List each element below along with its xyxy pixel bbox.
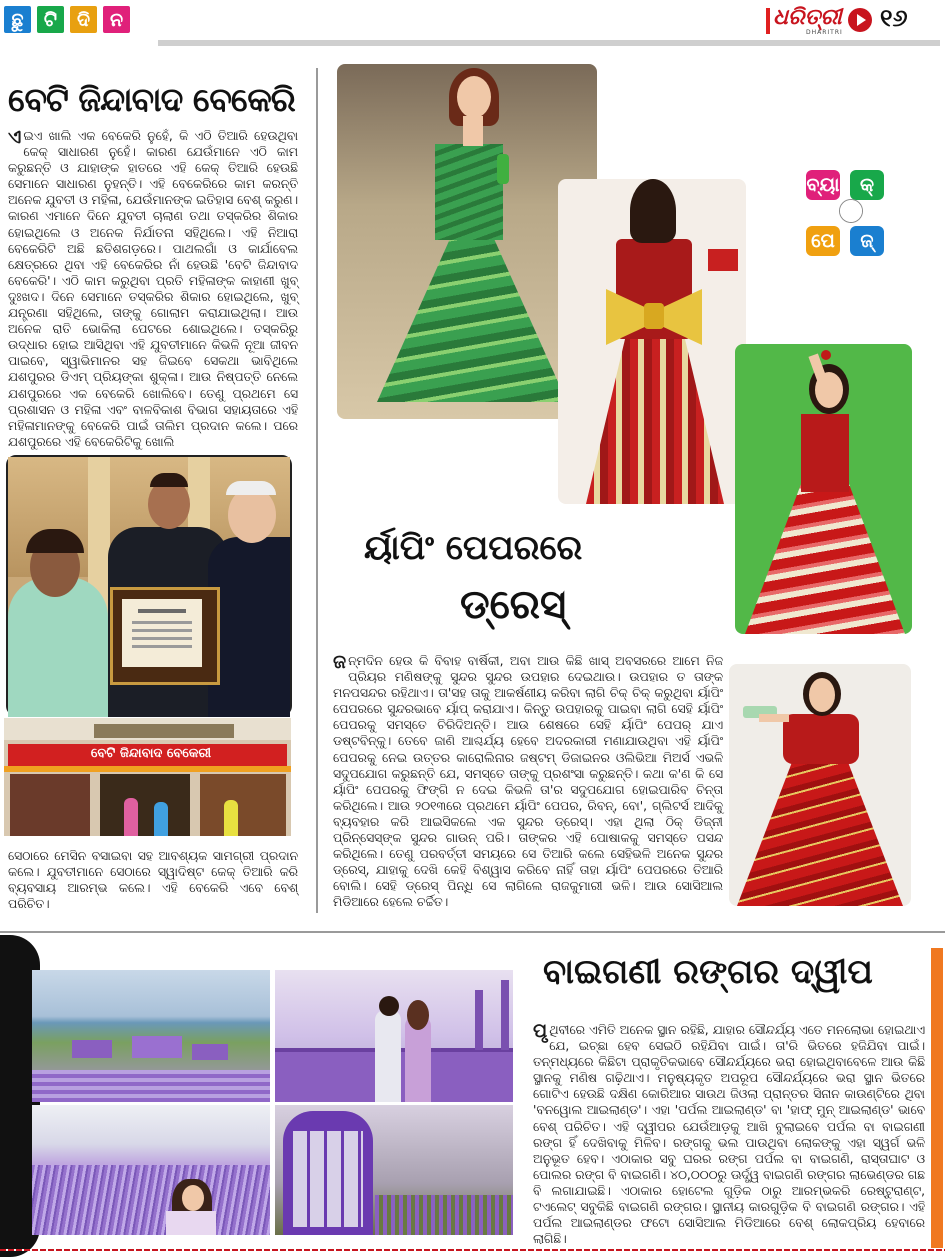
drop-cap: ପୃ [533,1020,548,1042]
orange-side-bar [931,948,943,1248]
section-tile: ଟି [37,6,64,33]
column-divider [316,68,318,913]
green-bg-dress-photo [735,344,912,634]
page-number: ୧୬ [880,4,908,32]
section-badge: ବ୍ୟା କ୍ ପେ ଜ୍ [806,170,890,264]
section-tile: ଛୁ [4,6,31,33]
purple-village-photo [32,970,270,1102]
section-tile: ନ [103,6,130,33]
shop-sign: ବେଟି ଜିନ୍ଦାବାଦ ବେକେରୀ [90,746,212,761]
award-photo [6,455,292,716]
bakery-body-continued: ସେଠାରେ ମେସିନ ବସାଇବା ସହ ଆବଶ୍ୟକ ସାମଗ୍ରୀ ପ୍ରଦାନ କଲେ। ଯୁବତୀମାନେ ସେଠାରେ ସ୍ୱାଦିଷ୍ଟ କେକ୍ ତିଆରି କରି ବ୍ୟବସାୟ ଆରମ୍ଭ କଲେ। ଏହି ବେକେରି ଏବେ ବେଶ୍ ପରିଚିତ। [8,849,298,912]
purple-bridge-couple-photo [275,970,513,1102]
dress-headline-line2: ଡ୍ରେସ୍ [460,582,567,628]
play-icon [848,8,872,32]
bottom-rule [0,1249,945,1251]
gold-bow-dress-photo [558,179,746,504]
island-headline: ବାଇଗଣୀ ରଙ୍ଗର ଦ୍ୱୀପ [543,952,873,992]
bakery-body-text: ଇଏ ଖାଲି ଏକ ବେକେରି ନୁହେଁ, କି ଏଠି ତିଆରି ହେଉଥିବା କେକ୍ ସାଧାରଣ ନୁହେଁ। କାରଣ ଯେଉଁମାନେ ଏଠି କାମ କରୁଛନ୍ତି ଓ ଯାହାଙ୍କ ହାତରେ ଏହି କେକ୍ ତିଆରି ହେଉଛି ସେମାନେ ସାଧାରଣ ନୁହନ୍ତି। ଏହି ବେକେରିରେ କାମ କରନ୍ତି ଅନେକ ଯୁବତୀ ଓ ମହିଳା, ଯେଉଁମାନଙ୍କ ଇତିହାସ ବେଶ୍ କରୁଣ। କାରଣ ଏମାନେ ଦିନେ ଯୁବତୀ ଚାଲାଣ ତଥା ତସ୍କରିର ଶିକାର ହୋଇଥିଲେ ଓ ଅନେକ ନିର୍ଯାତନା ସହିଥିଲେ। ଏହି ନିଆରା ବେକେରିଟି ଅଛି ଛତିଶଗଡ଼ରେ। ପାଥଲଗାଁ ଓ କାର୍ଯାବେଲ କ୍ଷେତ୍ରରେ ଥିବା ଏହି ବେକେରିର ନାଁ ହେଉଛି 'ବେଟି ଜିନ୍ଦାବାଦ ବେକେରି'। ଏଠି କାମ କରୁଥିବା ପ୍ରତି ମହିଳାଙ୍କ କାହାଣୀ ଖୁବ୍ ଦୁଃଖଦ। ଦିନେ ସେମାନେ ତସ୍କରିର ଶିକାର ହୋଇଥିଲେ, ଖୁବ୍ ଯନ୍ତ୍ରଣା ସହିଥିଲେ, ତାଙ୍କୁ ଗୋଲାମ କରାଯାଇଥିଲା। ଆଉ ଅନେକ ରାତି ଭୋକିଲା ପେଟରେ ଶୋଇଥିଲେ। ତସ୍କରିରୁ ଉଦ୍ଧାର ହୋଇ ଆସିଥିବା ଏହି ଯୁବତୀମାନେ କିଭଳି ନୂଆ ଜୀବନ ପାଇବେ, ସ୍ୱାଭିମାନର ସହ ଜିଇବେ ସେକଥା ଭାବିଥିଲେ ଯଶପୁରର ଡିଏମ୍ ପ୍ରିୟଙ୍କା ଶୁକ୍ଳା। ଆଉ ନିଷ୍ପତ୍ତି ନେଲେ ଯଶପୁରରେ ଏକ ବେକେରି ଖୋଲିବେ। ତେଣୁ ପ୍ରଥମେ ସେ ପ୍ରଶାସନ ଓ ମହିଳା ଏବଂ ବାଳବିକାଶ ବିଭାଗ ସହାୟତାରେ ଏହି ମହିଳାମାନଙ୍କୁ ବେକେରି ପାଇଁ ତାଲିମ ପ୍ରଦାନ କଲେ। ପରେ ଯଶପୁରରେ ଏହି ବେକେରିଟିକୁ ଖୋଲି [8,129,298,449]
header-pipe [766,8,770,34]
purple-phone-booth-photo [275,1105,513,1235]
island-body [533,1020,925,1247]
header-rule [158,40,940,46]
dress-headline-line1: ର୍ୟାପିଂ ପେପରରେ [364,528,583,568]
badge-circle-icon [840,200,862,222]
bakery-headline: ବେଟି ଜିନ୍ଦାବାଦ ବେକେରି [8,80,295,119]
newspaper-logo: ଧରିତ୍ରୀ [773,4,842,30]
bakery-shop-photo [4,718,291,836]
red-dress-photo [729,664,911,906]
section-rule [0,931,945,933]
bakery-body [8,128,298,451]
newspaper-logo-sub: DHARITRI [806,29,843,36]
dress-body-text: ନ୍ମଦିନ ହେଉ କି ବିବାହ ବାର୍ଷିକୀ, ଅବା ଆଉ କିଛି ଖାସ୍ ଅବସରରେ ଆମେ ନିଜ ପ୍ରିୟର ମଣିଷଙ୍କୁ ସୁନ୍ଦର ସୁନ୍ଦର ଉପହାର ଦେଇଥାଉ। ଉପହାର ତ ତାଙ୍କ ମନପସନ୍ଦର ରହିଥାଏ। ତା'ସହ ତାକୁ ଆକର୍ଷଣୀୟ କରିବା ଲାଗି ଚିକ୍ ଚିକ୍ କରୁଥିବା ର୍ୟାପିଂ ପେପରରେ ସୁନ୍ଦରଭାବେ ର୍ୟାପ୍ କରାଯାଏ। କିନ୍ତୁ ଉପହାରକୁ ପାଇବା ଲାଗି ସେହି ର୍ୟାପିଂ ପେପରକୁ ସମସ୍ତେ ଚିରିଦିଅନ୍ତି। ଆଉ ଶେଷରେ ସେହି ର୍ୟାପିଂ ପେପର୍ ଯାଏ ଡଷ୍ଟବିନ୍‌କୁ। ତେବେ ଜାଣି ଆଶ୍ଚର୍ଯ୍ୟ ହେବେ ଅଦରକାରୀ ମଣାଯାଉଥିବା ଏହି ର୍ୟାପିଂ ପେପରକୁ ନେଇ ଉତ୍ତର କାରୋଲିନାର ଜଷ୍ଟମ୍ ଡିଜାଇନର ଓଲିଭିଆ ମିଅର୍ସ ଏଭଳି ସଦୁପଯୋଗ କରୁଛନ୍ତି ଯେ, ସମସ୍ତେ ତାଙ୍କୁ ପ୍ରଶଂସା କରୁଛନ୍ତି। କଥା କ'ଣ କି ସେ ର୍ୟାପିଂ ପେପରକୁ ଫିଙ୍ଗି ନ ଦେଇ କିଭଳି ତା'ର ସଦୁପଯୋଗ ହୋଇପାରିବ ଚିନ୍ତା କରିଥିଲେ। ଆଉ ୨୦୧୩ରେ ପ୍ରଥମେ ର୍ୟାପିଂ ପେପର, ରିବନ୍, ବୋ', ଗ୍ଲିଟର୍ସ ଆଦିକୁ ବ୍ୟବହାର କରି ଆଇସିକଲେ ଏକ ସୁନ୍ଦର ଡ୍ରେସ୍। ଏହା ଥିଲା ଠିକ୍ ଡିଜ୍ନୀ ପ୍ରିନ୍ସେସ୍ଙ୍କ ସୁନ୍ଦର ଗାଉନ୍ ପରି। ତାଙ୍କର ଏହି ପୋଷାକକୁ ସମସ୍ତେ ପସନ୍ଦ କରିଥିଲେ। ତେଣୁ ପରବର୍ତ୍ତୀ ସମୟରେ ସେ ତିଆରି କଲେ ସେହିଭଳି ଅନେକ ସୁନ୍ଦର ଡ୍ରେସ୍, ଯାହାକୁ ଦେଖି କେହି ବିଶ୍ୱାସ କରିବେ ନାହିଁ ତାହା ର୍ୟାପିଂ ପେପରରେ ତିଆରି ବୋଲି। ସେହି ଡ୍ରେସ୍ ପିନ୍ଧି ସେ ଲାଗିଲେ ରାଜକୁମାରୀ ଭଳି। ଆଉ ସୋସିଆଲ ମିଡିଆରେ ହେଲେ ଚର୍ଚ୍ଚିତ। [333,654,723,910]
dress-body [333,653,723,911]
island-body-text: ଥିବୀରେ ଏମିତି ଅନେକ ସ୍ଥାନ ରହିଛି, ଯାହାର ସୌନ୍ଦର୍ଯ୍ୟ ଏତେ ମନଲୋଭା ହୋଇଥାଏ ଯେ, ଇଚ୍ଛା ହେବ ସେଇଠି ରହିଯିବା ପାଇଁ। ତା'ରି ଭିତରେ ହଜିଯିବା ପାଇଁ। ତନ୍ମଧ୍ୟରେ କିଛିଟା ପ୍ରାକୃତିକଭାବେ ସୌନ୍ଦର୍ଯ୍ୟରେ ଭରା ହୋଇଥିବାବେଳେ ଆଉ କିଛି ସ୍ଥାନକୁ ମଣିଷ ଗଢ଼ିଥାଏ। ମନୁଷ୍ୟକୃତ ଅପରୂପ ସୌନ୍ଦର୍ଯ୍ୟରେ ଭରା ସ୍ଥାନ ଭିତରେ ଗୋଟିଏ ହେଉଛି ଦକ୍ଷିଣ କୋରିଆର ସାଉଥ ଜିଓଲା ପ୍ରାନ୍ତର ସିନାନ କାଉଣ୍ଟିରେ ଥିବା 'ବନୱୋଲ ଆଇଲାଣ୍ଡ'। ଏହା 'ପର୍ପଲ ଆଇଲାଣ୍ଡ' ବା 'ହାଫ୍ ମୁନ୍ ଆଇଲାଣ୍ଡ' ଭାବେ ବେଶ୍ ପରିଚିତ। ଏହି ଦ୍ୱୀପର ଯେଉଁଆଡ଼କୁ ଆଖି ବୁଲାଇବେ ପର୍ପଲ ବା ବାଇଗଣୀ ରଙ୍ଗ ହିଁ ଦେଖିବାକୁ ମିଳିବ। ରଙ୍ଗକୁ ଭଲ ପାଉଥିବା ଲୋକଙ୍କୁ ଏହା ସ୍ୱର୍ଗ ଭଳି ଅନୁଭୂତ ହେବ। ଏଠାକାର ସବୁ ଘରର ରଙ୍ଗ ପର୍ପଲ ବା ବାଇଗଣି, ରାସ୍ତାଘାଟ ଓ ପୋଲର ରଙ୍ଗ ବି ବାଇଗଣି। ୪୦,୦୦୦ରୁ ଊର୍ଦ୍ଧ୍ୱ ବାଇଗଣି ରଙ୍ଗର ଲାଭେଣ୍ଡର ଗଛ ବି ଲଗାଯାଇଛି। ଏଠାକାର ହୋଟେଲ ଗୁଡ଼ିକ ଠାରୁ ଆରମ୍ଭକରି ରେଷ୍ଟୁରାଣ୍ଟ, ଟଏଲେଟ୍ ସବୁକିଛି ବାଇଗଣି ରଙ୍ଗର। ସ୍ଥାନୀୟ କାରଗୁଡ଼ିକ ବି ବାଇଗଣି ରଙ୍ଗର। ଏହି ପର୍ପଲ ଆଇଲାଣ୍ଡର ଫଟୋ ସୋସିଆଲ ମିଡିଆରେ ବେଶ୍ ଲୋକପ୍ରିୟ ହେବାରେ ଲାଗିଛି। [533,1023,925,1247]
drop-cap: ଏ [8,126,22,148]
section-tile: ଦି [70,6,97,33]
lavender-field-photo [32,1105,270,1235]
drop-cap: ଜ [333,651,347,673]
